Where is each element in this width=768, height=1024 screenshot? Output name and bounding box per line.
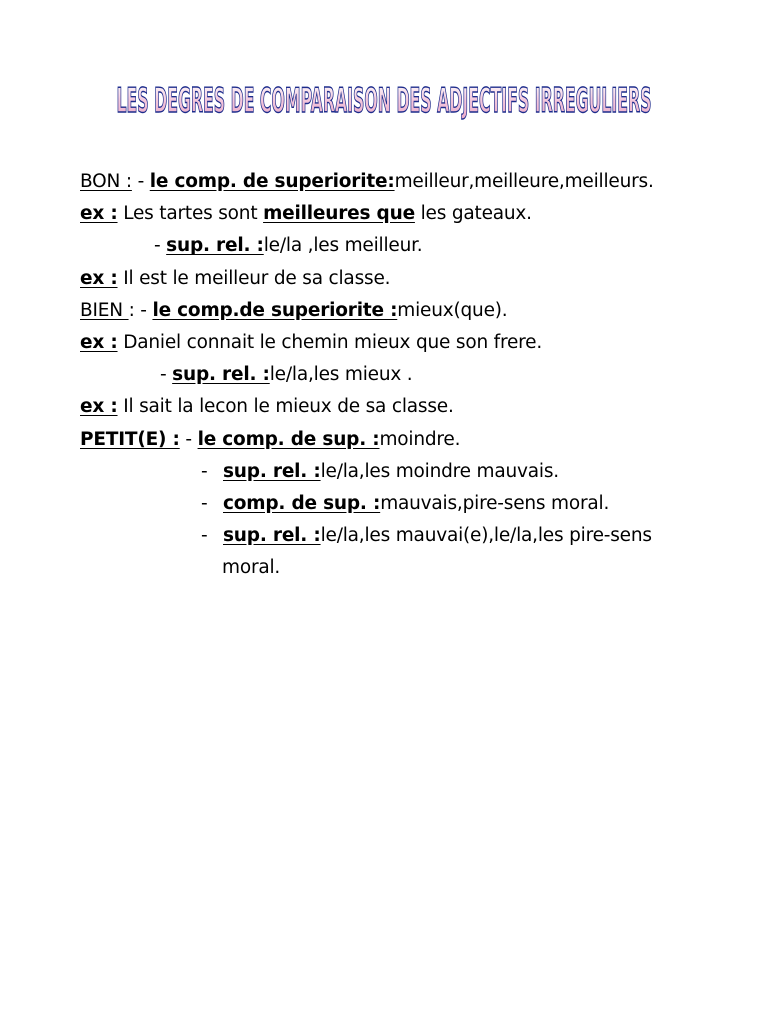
example-line xyxy=(80,263,750,295)
continuation-line xyxy=(80,552,750,584)
separator: - xyxy=(179,428,198,450)
example-text: Les tartes sont xyxy=(117,203,264,225)
term-sup-rel: sup. rel. : xyxy=(223,525,321,547)
value-text: le/la ,les meilleur. xyxy=(263,235,423,257)
example-line xyxy=(80,391,750,423)
term-sup-rel: sup. rel. : xyxy=(223,460,321,482)
dash: - xyxy=(160,364,173,386)
value-text: mauvais,pire-sens moral. xyxy=(380,492,610,514)
term-comp-de-sup: comp. de sup. : xyxy=(223,492,381,514)
dash: - xyxy=(154,235,167,257)
example-line xyxy=(80,198,750,230)
page-title xyxy=(112,72,657,122)
term-meilleures-que: meilleures que xyxy=(263,203,415,225)
sub-line xyxy=(80,359,750,391)
title-text: LES DEGRES DE COMPARAISON DES ADJECTIFS IRREGULIERS xyxy=(116,81,652,121)
label-ex: ex : xyxy=(80,267,118,289)
line-bon xyxy=(80,166,750,198)
example-text: les gateaux. xyxy=(414,203,532,225)
value-text: mieux(que). xyxy=(397,299,508,321)
value-text: moral. xyxy=(222,557,281,579)
example-text: Il est le meilleur de sa classe. xyxy=(117,267,391,289)
separator: : - xyxy=(128,299,153,321)
sub-line xyxy=(80,456,750,488)
label-ex: ex : xyxy=(80,203,118,225)
term-comp-superiorite: le comp.de superiorite : xyxy=(152,299,398,321)
label-bon: BON : xyxy=(80,171,132,192)
example-text: Il sait la lecon le mieux de sa classe. xyxy=(117,396,454,418)
term-comp-superiorite: le comp. de superiorite: xyxy=(149,171,395,192)
label-ex: ex : xyxy=(80,396,118,418)
example-line xyxy=(80,327,750,359)
separator: - xyxy=(131,171,150,192)
document-body xyxy=(80,166,750,584)
example-text: Daniel connait le chemin mieux que son frere. xyxy=(117,331,543,353)
value-text: meilleur,meilleure,meilleurs. xyxy=(394,171,654,192)
value-text: le/la,les moindre mauvais. xyxy=(320,460,559,482)
sub-line xyxy=(80,520,750,552)
term-sup-rel: sup. rel. : xyxy=(172,364,270,386)
label-ex: ex : xyxy=(80,331,118,353)
term-comp-de-sup: le comp. de sup. : xyxy=(197,428,380,450)
term-sup-rel: sup. rel. : xyxy=(166,235,264,257)
dash: - xyxy=(201,525,208,547)
line-petit xyxy=(80,424,750,456)
dash: - xyxy=(201,492,208,514)
label-petit: PETIT(E) : xyxy=(80,428,180,450)
value-text: le/la,les mieux . xyxy=(269,364,413,386)
value-text: moindre. xyxy=(379,428,461,450)
sub-line xyxy=(80,488,750,520)
sub-line xyxy=(80,230,750,262)
label-bien: BIEN xyxy=(80,299,129,321)
line-bien xyxy=(80,295,750,327)
dash: - xyxy=(201,460,208,482)
value-text: le/la,les mauvai(e),le/la,les pire-sens xyxy=(320,525,652,547)
